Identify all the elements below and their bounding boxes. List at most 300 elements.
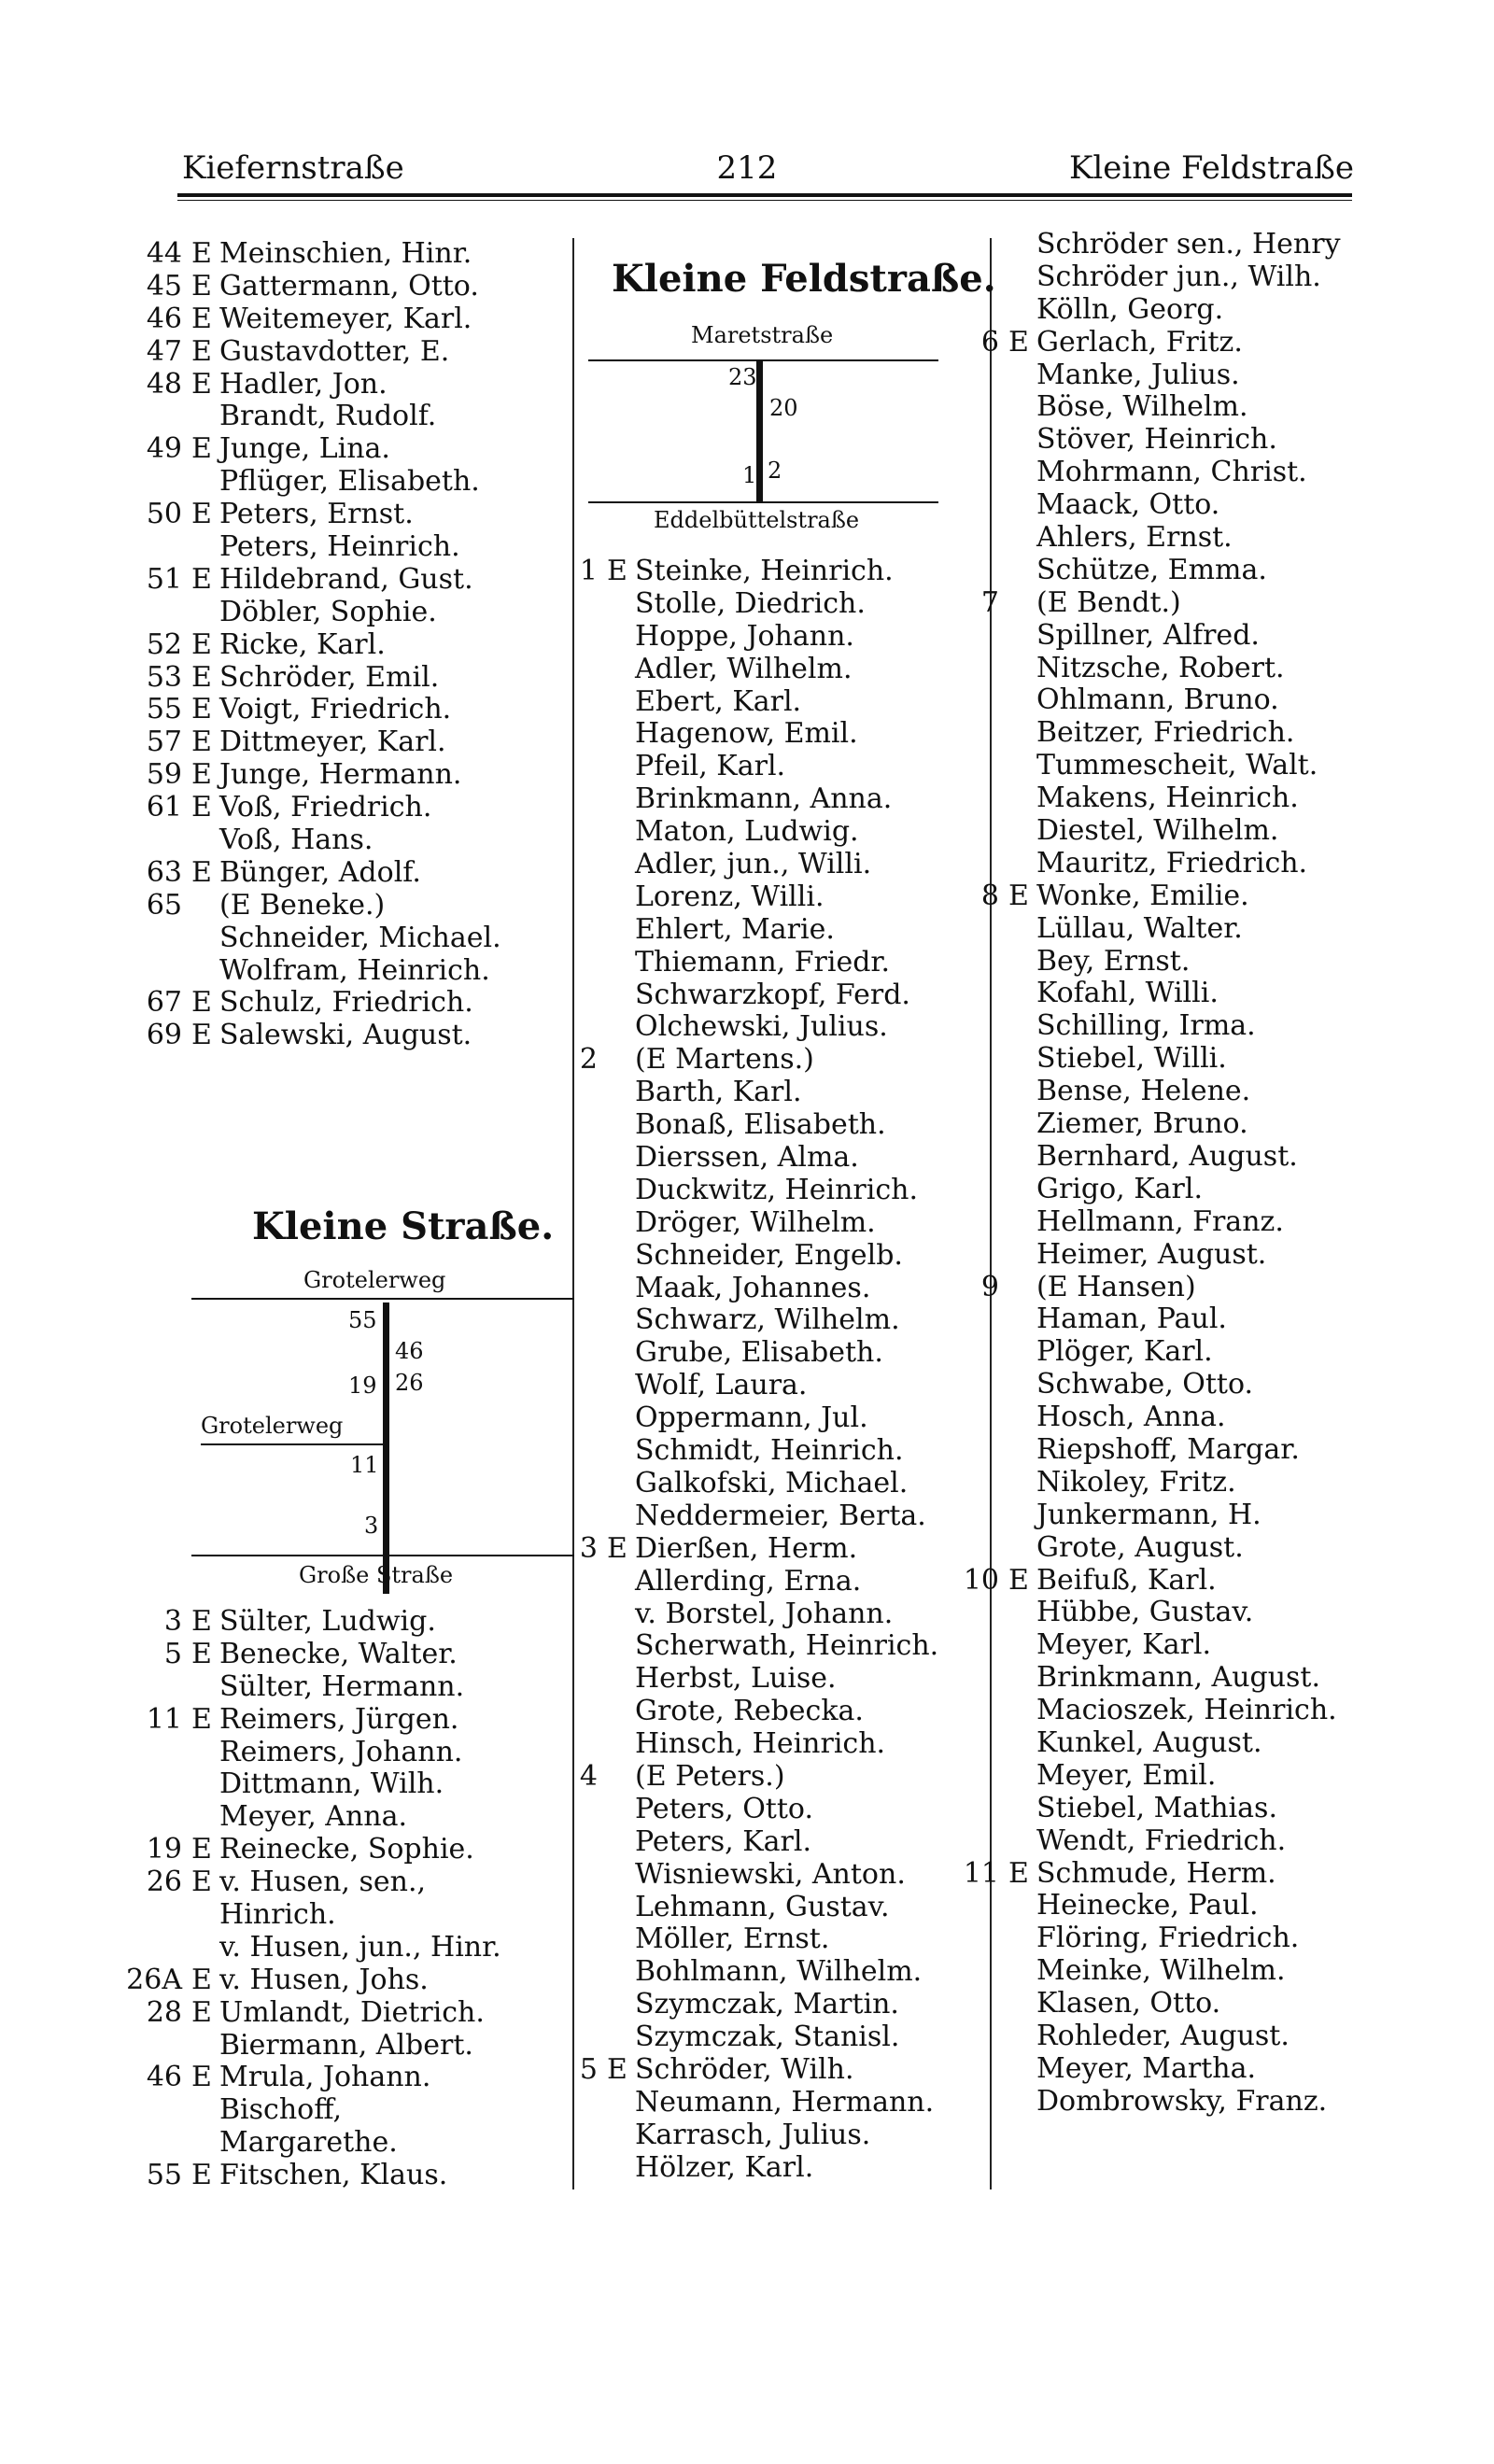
resident-name: (E Peters.) (635, 1759, 785, 1793)
directory-entry (943, 1401, 1401, 1434)
page-number: 212 (716, 149, 778, 187)
resident-name: Döbler, Sophie. (219, 595, 437, 628)
resident-name: Schneider, Engelb. (635, 1238, 903, 1272)
directory-entry (943, 684, 1401, 717)
resident-name: Maak, Johannes. (635, 1271, 871, 1304)
resident-name: Stöver, Heinrich. (1036, 423, 1277, 457)
resident-name: Junge, Lina. (219, 432, 390, 466)
directory-entry (126, 1639, 574, 1671)
header-rule-thin (177, 200, 1352, 201)
resident-name: Dittmeyer, Karl. (219, 725, 446, 759)
house-number: 46 (146, 2061, 182, 2094)
resident-name: Ricke, Karl. (219, 627, 386, 661)
resident-name: Weitemeyer, Karl. (219, 302, 472, 335)
resident-name: Steinke, Heinrich. (635, 555, 894, 587)
owner-marker: E (191, 269, 212, 303)
resident-name: Neddermeier, Berta. (635, 1499, 926, 1532)
resident-name: Schulz, Friedrich. (219, 986, 473, 1020)
resident-name: Dröger, Wilhelm. (635, 1205, 876, 1239)
house-number: 69 (146, 1019, 182, 1052)
directory-entry (126, 2030, 574, 2063)
house-number: 11 (146, 1702, 182, 1736)
resident-name: Beitzer, Friedrich. (1036, 716, 1295, 750)
owner-marker: E (607, 1531, 627, 1565)
resident-name: Hadler, Jon. (219, 367, 388, 401)
directory-entry (943, 782, 1401, 815)
house-number: 3 (579, 1531, 598, 1565)
house-number: 26 (146, 1866, 182, 1899)
resident-name: Szymczak, Martin. (635, 1988, 899, 2021)
cross-street-label: Grotelerweg (201, 1413, 344, 1439)
cross-street-line (201, 1443, 383, 1445)
resident-name: Schneider, Michael. (219, 921, 501, 954)
directory-entry (542, 686, 990, 719)
resident-name: Flöring, Friedrich. (1036, 1922, 1300, 1955)
owner-marker: E (1008, 1856, 1029, 1890)
column-3-listing (943, 229, 1401, 2119)
owner-marker: E (191, 562, 212, 596)
house-number: 9 (980, 1270, 999, 1303)
owner-marker: E (191, 432, 212, 466)
resident-name: Ziemer, Bruno. (1036, 1107, 1248, 1141)
resident-name: Schmude, Herm. (1036, 1856, 1276, 1890)
resident-name: Meinschien, Hinr. (219, 237, 472, 270)
directory-entry (542, 1077, 990, 1109)
resident-name: Brinkmann, August. (1036, 1661, 1321, 1695)
resident-name: Junkermann, H. (1036, 1498, 1261, 1531)
directory-entry (542, 1109, 990, 1142)
directory-entry (542, 718, 990, 751)
owner-marker: E (191, 2061, 212, 2094)
directory-entry (126, 987, 574, 1020)
resident-name: Sülter, Hermann. (219, 1669, 465, 1703)
directory-entry (542, 2021, 990, 2054)
resident-name: Bey, Ernst. (1036, 944, 1191, 978)
house-number: 1 (579, 555, 598, 587)
owner-marker: E (191, 725, 212, 759)
resident-name: Hosch, Anna. (1036, 1401, 1226, 1434)
owner-marker: E (191, 1866, 212, 1899)
owner-marker: E (191, 758, 212, 792)
resident-name: Peters, Karl. (635, 1824, 811, 1858)
directory-entry (943, 424, 1401, 457)
house-number: 52 (146, 627, 182, 661)
resident-name: Meinke, Wilhelm. (1036, 1954, 1286, 1988)
house-number: 59 (146, 758, 182, 792)
directory-entry (943, 1988, 1401, 2020)
resident-name: Grigo, Karl. (1036, 1172, 1204, 1205)
resident-name: Reimers, Johann. (219, 1735, 463, 1768)
resident-name: Heimer, August. (1036, 1237, 1267, 1271)
resident-name: Meyer, Emil. (1036, 1758, 1217, 1792)
owner-marker: E (607, 2052, 627, 2086)
directory-entry (943, 1793, 1401, 1825)
directory-entry (943, 2086, 1401, 2119)
house-number: 44 (146, 237, 182, 270)
resident-name: Duckwitz, Heinrich. (635, 1173, 918, 1206)
resident-name: Manke, Julius. (1036, 358, 1240, 391)
directory-entry (542, 1240, 990, 1273)
directory-entry (542, 1761, 990, 1794)
directory-entry (943, 1336, 1401, 1369)
house-number: 49 (146, 432, 182, 466)
owner-marker: E (191, 791, 212, 824)
house-number: 28 (146, 1995, 182, 2029)
directory-entry (542, 1696, 990, 1728)
directory-entry (943, 294, 1401, 327)
owner-marker: E (607, 555, 627, 587)
directory-entry (126, 466, 574, 499)
house-number: 50 (146, 498, 182, 531)
house-number-26: 26 (395, 1370, 424, 1396)
owner-marker: E (191, 1833, 212, 1866)
directory-entry (126, 1932, 574, 1964)
owner-marker: E (191, 660, 212, 694)
resident-name: Reimers, Jürgen. (219, 1702, 459, 1736)
running-header-left: Kiefernstraße (182, 149, 404, 187)
resident-name: Ahlers, Ernst. (1036, 521, 1233, 555)
house-number: 67 (146, 986, 182, 1020)
resident-name: Voß, Hans. (219, 824, 374, 857)
directory-entry (126, 792, 574, 824)
directory-entry (542, 1630, 990, 1663)
directory-entry (126, 2160, 574, 2192)
directory-entry (943, 1825, 1401, 1858)
resident-name: Ehlert, Marie. (635, 912, 835, 946)
directory-entry (542, 1175, 990, 1207)
directory-entry (943, 1760, 1401, 1793)
resident-name: Hinsch, Heinrich. (635, 1727, 886, 1761)
resident-name: Maton, Ludwig. (635, 815, 859, 849)
resident-name: (E Hansen) (1036, 1270, 1196, 1303)
directory-entry (542, 1500, 990, 1533)
house-number: 65 (146, 888, 182, 922)
directory-entry (943, 1629, 1401, 1662)
house-number: 63 (146, 855, 182, 889)
resident-name: Hellmann, Franz. (1036, 1204, 1284, 1238)
resident-name: Spillner, Alfred. (1036, 618, 1260, 652)
owner-marker: E (191, 2159, 212, 2192)
directory-entry (126, 922, 574, 955)
resident-name: Voß, Friedrich. (219, 791, 432, 824)
directory-entry (943, 1532, 1401, 1565)
directory-entry (542, 979, 990, 1012)
house-number: 55 (146, 693, 182, 726)
directory-entry (126, 336, 574, 369)
street-label-eddelbuettelstrasse: Eddelbüttelstraße (654, 507, 860, 533)
directory-entry (542, 2087, 990, 2119)
house-number: 2 (579, 1043, 598, 1077)
directory-entry (126, 759, 574, 792)
resident-name: Wendt, Friedrich. (1036, 1823, 1287, 1857)
directory-entry (943, 587, 1401, 620)
directory-entry (542, 1598, 990, 1631)
resident-name: Klasen, Otto. (1036, 1987, 1221, 2020)
resident-name: (E Martens.) (635, 1043, 814, 1077)
resident-name: Bünger, Adolf. (219, 855, 421, 889)
resident-name: v. Husen, Johs. (219, 1963, 429, 1996)
house-number-1: 1 (742, 462, 757, 488)
directory-entry (542, 1435, 990, 1468)
house-number: 6 (980, 325, 999, 359)
resident-name: Makens, Heinrich. (1036, 781, 1299, 815)
resident-name: Hölzer, Karl. (635, 2150, 814, 2184)
directory-entry (542, 654, 990, 686)
street-line-top (191, 1298, 574, 1300)
directory-entry (943, 620, 1401, 653)
directory-entry (542, 1892, 990, 1924)
resident-name: Thiemann, Friedr. (635, 945, 891, 979)
directory-entry (542, 751, 990, 783)
resident-name: Meyer, Anna. (219, 1800, 408, 1834)
directory-entry (542, 1207, 990, 1240)
resident-name: Hinrich. (219, 1898, 336, 1932)
resident-name: Stiebel, Mathias. (1036, 1791, 1277, 1824)
resident-name: Dierßen, Herm. (635, 1531, 858, 1565)
resident-name: Ebert, Karl. (635, 684, 802, 718)
directory-entry (126, 1768, 574, 1801)
directory-entry (542, 1044, 990, 1077)
resident-name: Nitzsche, Robert. (1036, 651, 1285, 684)
resident-name: v. Husen, jun., Hinr. (219, 1930, 501, 1964)
street-line-maret (588, 359, 938, 361)
directory-entry (126, 629, 574, 662)
directory-entry (943, 913, 1401, 946)
resident-name: Bischoff, (219, 2093, 343, 2127)
directory-entry (542, 621, 990, 654)
resident-name: Diestel, Wilhelm. (1036, 814, 1279, 848)
resident-name: Lehmann, Gustav. (635, 1890, 890, 1923)
resident-name: Fitschen, Klaus. (219, 2159, 448, 2192)
house-number: 51 (146, 562, 182, 596)
directory-entry (126, 662, 574, 695)
house-number-20: 20 (769, 395, 798, 421)
directory-entry (126, 1866, 574, 1899)
resident-name: Biermann, Albert. (219, 2028, 473, 2062)
resident-name: Karrasch, Julius. (635, 2118, 871, 2151)
street-axis (383, 1302, 389, 1594)
resident-name: Maack, Otto. (1036, 488, 1220, 522)
directory-entry (542, 1533, 990, 1566)
directory-entry (126, 401, 574, 433)
directory-entry (542, 783, 990, 816)
house-number: 5 (579, 2052, 598, 2086)
resident-name: Allerding, Erna. (635, 1564, 862, 1598)
resident-name: Rohleder, August. (1036, 2019, 1290, 2052)
house-number-19: 19 (348, 1373, 377, 1399)
directory-entry (542, 1304, 990, 1337)
directory-entry (542, 947, 990, 979)
house-number: 3 (163, 1605, 182, 1638)
street-label-top: Grotelerweg (303, 1267, 446, 1293)
resident-name: Mauritz, Friedrich. (1036, 846, 1308, 880)
resident-name: Gerlach, Fritz. (1036, 325, 1243, 359)
resident-name: Gustavdotter, E. (219, 334, 450, 368)
resident-name: Hildebrand, Gust. (219, 562, 473, 596)
resident-name: Schröder sen., Henry (1036, 228, 1341, 260)
resident-name: Lüllau, Walter. (1036, 911, 1243, 945)
resident-name: Möller, Ernst. (635, 1922, 830, 1956)
resident-name: Bonaß, Elisabeth. (635, 1108, 886, 1142)
directory-entry (126, 238, 574, 271)
directory-entry (542, 1826, 990, 1859)
directory-entry (943, 489, 1401, 522)
resident-name: Böse, Wilhelm. (1036, 390, 1248, 424)
directory-entry (943, 1467, 1401, 1500)
resident-name: Salewski, August. (219, 1019, 472, 1052)
directory-entry (943, 848, 1401, 880)
directory-entry (542, 1273, 990, 1305)
directory-entry (943, 750, 1401, 782)
directory-entry (943, 880, 1401, 913)
directory-entry (542, 1337, 990, 1370)
running-header-right: Kleine Feldstraße (1068, 149, 1354, 187)
directory-entry (126, 1737, 574, 1769)
directory-entry (542, 1956, 990, 1989)
house-number: 26A (126, 1963, 182, 1996)
resident-name: Peters, Otto. (635, 1792, 813, 1825)
directory-entry (126, 1801, 574, 1834)
directory-entry (126, 1997, 574, 2030)
directory-entry (943, 978, 1401, 1010)
owner-marker: E (191, 855, 212, 889)
section-title-kleine-strasse: Kleine Straße. (252, 1204, 555, 1248)
owner-marker: E (191, 1605, 212, 1638)
owner-marker: E (191, 302, 212, 335)
resident-name: Stolle, Diedrich. (635, 586, 866, 620)
directory-entry (943, 815, 1401, 848)
street-line-bottom (191, 1555, 574, 1556)
directory-entry (943, 1500, 1401, 1532)
directory-entry (542, 1566, 990, 1598)
owner-marker: E (191, 693, 212, 726)
resident-name: Adler, jun., Willi. (635, 848, 872, 881)
street-label-maretstrasse: Maretstraße (691, 322, 834, 348)
directory-entry (943, 1206, 1401, 1239)
resident-name: Benecke, Walter. (219, 1637, 458, 1670)
house-number: 57 (146, 725, 182, 759)
house-number: 19 (146, 1833, 182, 1866)
resident-name: Galkofski, Michael. (635, 1466, 909, 1500)
resident-name: Wolf, Laura. (635, 1369, 808, 1402)
owner-marker: E (1008, 1563, 1029, 1597)
house-number: 8 (980, 879, 999, 912)
directory-entry (943, 1727, 1401, 1760)
resident-name: Peters, Heinrich. (219, 530, 460, 564)
owner-marker: E (191, 1637, 212, 1670)
owner-marker: E (191, 627, 212, 661)
directory-entry (943, 327, 1401, 359)
directory-entry (126, 303, 574, 336)
directory-entry (943, 1174, 1401, 1206)
house-number: 47 (146, 334, 182, 368)
directory-entry (542, 1728, 990, 1761)
resident-name: Sülter, Ludwig. (219, 1605, 436, 1638)
house-number: 61 (146, 791, 182, 824)
resident-name: Brandt, Rudolf. (219, 400, 437, 433)
resident-name: Bohlmann, Wilhelm. (635, 1955, 923, 1989)
resident-name: Umlandt, Dietrich. (219, 1995, 485, 2029)
directory-entry (126, 1606, 574, 1639)
directory-entry (542, 588, 990, 621)
resident-name: Olchewski, Julius. (635, 1010, 888, 1044)
resident-name: Barth, Karl. (635, 1076, 802, 1109)
resident-name: Oppermann, Jul. (635, 1401, 868, 1435)
resident-name: Szymczak, Stanisl. (635, 2020, 900, 2054)
directory-entry (126, 824, 574, 857)
directory-entry (943, 1434, 1401, 1467)
street-label-bottom: Große Straße (299, 1562, 454, 1588)
directory-entry (943, 1272, 1401, 1304)
resident-name: Haman, Paul. (1036, 1302, 1227, 1336)
directory-entry (943, 261, 1401, 294)
resident-name: Schwarz, Wilhelm. (635, 1303, 900, 1337)
house-number-2: 2 (768, 458, 782, 484)
directory-entry (542, 2152, 990, 2185)
directory-entry (126, 271, 574, 303)
resident-name: (E Bendt.) (1036, 585, 1181, 619)
owner-marker: E (1008, 325, 1029, 359)
resident-name: Nikoley, Fritz. (1036, 1465, 1236, 1499)
owner-marker: E (191, 498, 212, 531)
directory-entry (943, 717, 1401, 750)
directory-entry (943, 1010, 1401, 1043)
owner-marker: E (191, 1963, 212, 1996)
owner-marker: E (191, 1995, 212, 2029)
directory-entry (542, 1142, 990, 1175)
directory-entry (542, 1859, 990, 1892)
directory-entry (943, 1597, 1401, 1629)
directory-entry (943, 1695, 1401, 1727)
directory-entry (126, 369, 574, 401)
section-title-kleine-feldstrasse: Kleine Feldstraße. (612, 257, 996, 301)
house-number-3: 3 (364, 1513, 379, 1539)
resident-name: Grote, Rebecka. (635, 1695, 864, 1728)
owner-marker: E (191, 1019, 212, 1052)
resident-name: Reinecke, Sophie. (219, 1833, 474, 1866)
directory-entry (943, 1108, 1401, 1141)
directory-entry (542, 1663, 990, 1696)
house-number: 7 (980, 585, 999, 619)
resident-name: Heinecke, Paul. (1036, 1889, 1259, 1922)
directory-entry (542, 1989, 990, 2021)
house-number: 45 (146, 269, 182, 303)
owner-marker: E (191, 1702, 212, 1736)
resident-name: Riepshoff, Margar. (1036, 1432, 1300, 1466)
resident-name: Hoppe, Johann. (635, 619, 854, 653)
directory-entry (542, 1468, 990, 1500)
directory-entry (943, 1890, 1401, 1922)
directory-entry (943, 1369, 1401, 1401)
directory-entry (126, 1671, 574, 1704)
column-1-bottom-listing (126, 1606, 574, 2192)
house-number: 4 (579, 1759, 598, 1793)
house-number: 5 (163, 1637, 182, 1670)
directory-entry (126, 1020, 574, 1052)
house-number-11: 11 (350, 1452, 379, 1478)
resident-name: Pflüger, Elisabeth. (219, 465, 480, 499)
resident-name: Macioszek, Heinrich. (1036, 1694, 1337, 1727)
resident-name: Bense, Helene. (1036, 1075, 1251, 1108)
directory-entry (126, 2127, 574, 2160)
directory-entry (943, 1922, 1401, 1955)
directory-entry (943, 1662, 1401, 1695)
house-number-23: 23 (728, 364, 757, 390)
directory-entry (943, 555, 1401, 587)
directory-entry (126, 2094, 574, 2127)
directory-entry (126, 857, 574, 890)
resident-name: Brinkmann, Anna. (635, 782, 893, 816)
